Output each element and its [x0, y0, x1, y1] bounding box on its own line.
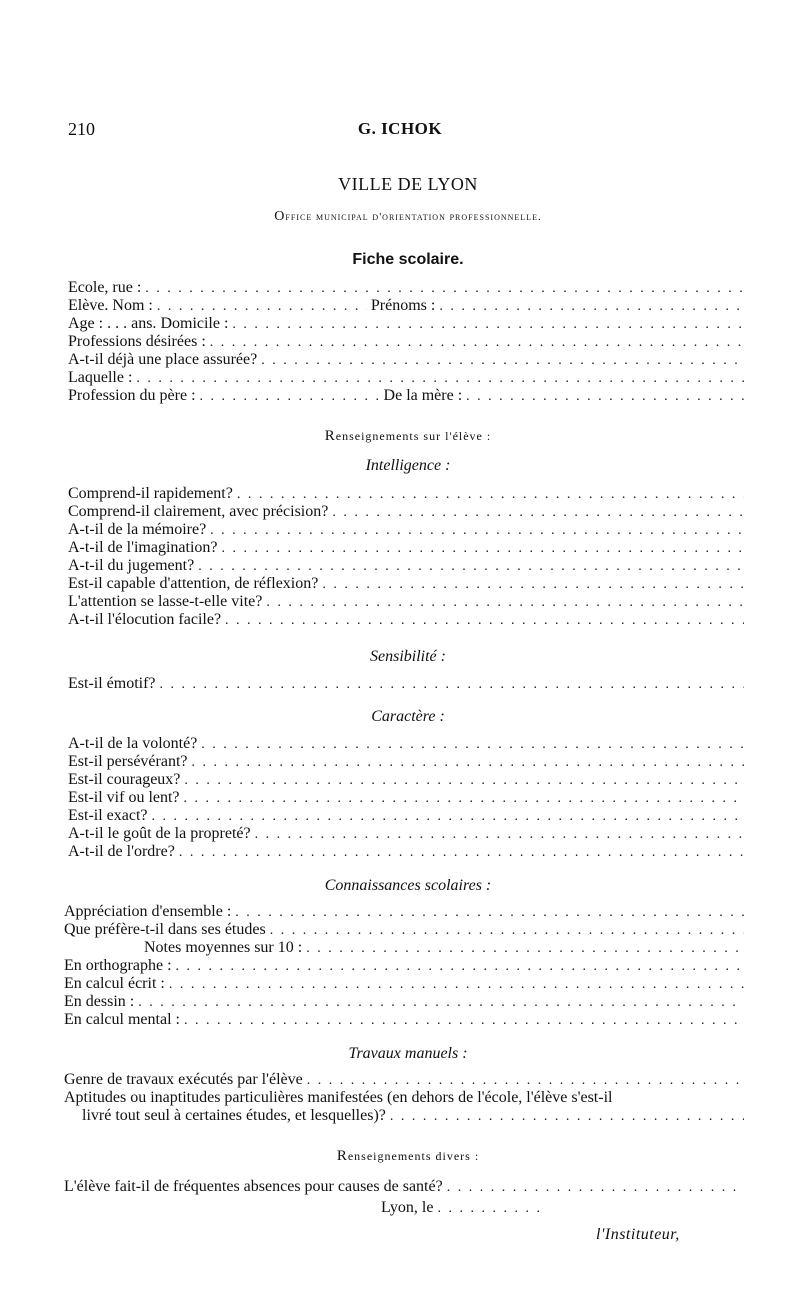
section-heading-eleve	[0, 428, 800, 445]
field-label: A-t-il déjà une place assurée?	[68, 351, 258, 368]
question-label: En calcul mental :	[64, 1011, 180, 1028]
question-line	[68, 807, 744, 825]
subheading-travaux: Travaux manuels :	[348, 1045, 468, 1062]
dotted-leader	[138, 994, 744, 1011]
field-label: Professions désirées :	[68, 333, 206, 350]
question-label: En calcul écrit :	[64, 975, 165, 992]
dotted-leader	[225, 612, 744, 629]
field-label-mere: De la mère :	[383, 387, 463, 404]
question-line	[68, 789, 744, 807]
field-label: Elève. Nom :	[68, 297, 153, 314]
signature-instituteur: l'Instituteur,	[596, 1226, 680, 1243]
dotted-leader	[437, 1200, 540, 1217]
field-age-domicile	[68, 315, 744, 333]
field-label: Profession du père :	[68, 387, 196, 404]
field-eleve-nom	[68, 297, 744, 315]
question-line	[64, 1071, 744, 1089]
field-label: Ecole, rue :	[68, 279, 142, 296]
question-label: livré tout seul à certaines études, et lesquelles)?	[82, 1107, 386, 1124]
dotted-leader	[198, 558, 744, 575]
dotted-leader	[307, 1072, 744, 1089]
question-label: Que préfère-t-il dans ses études	[64, 921, 266, 938]
question-label: A-t-il de l'ordre?	[68, 843, 175, 860]
question-line	[82, 1107, 744, 1125]
dotted-leader	[235, 904, 744, 921]
dotted-leader	[157, 298, 367, 315]
question-label: A-t-il de l'imagination?	[68, 539, 218, 556]
question-line	[68, 675, 744, 693]
dotted-leader	[222, 540, 744, 557]
dotted-leader	[201, 736, 744, 753]
section-initial: R	[324, 428, 336, 444]
question-line	[68, 593, 744, 611]
question-label: L'élève fait-il de fréquentes absences pour causes de santé?	[64, 1178, 443, 1195]
dotted-leader	[390, 1108, 744, 1125]
field-professions	[68, 333, 744, 351]
question-line	[68, 485, 744, 503]
question-line	[64, 921, 744, 939]
question-label: En dessin :	[64, 993, 135, 1010]
question-line	[68, 843, 744, 861]
question-line	[68, 503, 744, 521]
question-label: Appréciation d'ensemble :	[64, 903, 232, 920]
question-label: Est-il persévérant?	[68, 753, 188, 770]
dotted-leader	[255, 826, 744, 843]
question-label: Genre de travaux exécutés par l'élève	[64, 1071, 303, 1088]
question-line	[144, 939, 744, 957]
field-label-age: Age : . . . ans.	[68, 315, 157, 332]
subheading-caractere: Caractère :	[371, 708, 445, 725]
question-label: Notes moyennes sur 10 :	[144, 939, 303, 956]
question-line	[64, 975, 744, 993]
page-number: 210	[68, 119, 95, 139]
field-label-domicile: Domicile :	[160, 315, 229, 332]
dotted-leader	[322, 576, 744, 593]
dotted-leader	[179, 844, 744, 861]
question-label: A-t-il du jugement?	[68, 557, 195, 574]
field-label-prenoms: Prénoms :	[370, 297, 436, 314]
question-line	[68, 575, 744, 593]
fiche-title: Fiche scolaire.	[352, 251, 464, 268]
question-label: Est-il courageux?	[68, 771, 181, 788]
dotted-leader	[210, 522, 744, 539]
dotted-leader	[152, 808, 744, 825]
question-line	[64, 903, 744, 921]
dotted-leader	[232, 316, 744, 333]
question-label: Est-il capable d'attention, de réflexion?	[68, 575, 319, 592]
field-profession-parents	[68, 387, 744, 405]
office-rest: ffice municipal d'orientation professionnelle.	[285, 211, 542, 223]
dotted-leader	[306, 940, 744, 957]
question-label: Comprend-il clairement, avec précision?	[68, 503, 329, 520]
dotted-leader	[447, 1179, 744, 1196]
dotted-leader	[169, 976, 744, 993]
office-initial: O	[274, 209, 286, 224]
question-label: Est-il émotif?	[68, 675, 156, 692]
dotted-leader	[261, 352, 744, 369]
dotted-leader	[192, 754, 745, 771]
dotted-leader	[160, 676, 744, 693]
section-rest: enseignements sur l'élève :	[335, 429, 492, 443]
question-line	[68, 521, 744, 539]
question-line	[68, 753, 744, 771]
question-label: A-t-il l'élocution facile?	[68, 611, 222, 628]
question-line	[64, 993, 744, 1011]
subheading-sensibilite: Sensibilité :	[370, 648, 446, 665]
dotted-leader	[266, 594, 744, 611]
question-line	[64, 957, 744, 975]
question-label: A-t-il de la mémoire?	[68, 521, 207, 538]
running-header-author: G. ICHOK	[357, 119, 443, 138]
date-line	[381, 1199, 540, 1217]
dotted-leader	[184, 1012, 744, 1029]
question-line	[68, 539, 744, 557]
date-label: Lyon, le	[381, 1199, 434, 1216]
dotted-leader	[184, 772, 744, 789]
dotted-leader	[176, 958, 744, 975]
dotted-leader	[136, 370, 744, 387]
question-label: Est-il vif ou lent?	[68, 789, 180, 806]
dotted-leader	[145, 280, 744, 297]
dotted-leader	[332, 504, 744, 521]
dotted-leader	[466, 388, 744, 405]
field-ecole	[68, 279, 744, 297]
office-subtitle	[0, 209, 800, 225]
dotted-leader	[270, 922, 744, 939]
field-laquelle	[68, 369, 744, 387]
question-label: A-t-il de la volonté?	[68, 735, 198, 752]
question-line	[68, 771, 744, 789]
subheading-connaissances: Connaissances scolaires :	[324, 877, 492, 894]
question-label: L'attention se lasse-t-elle vite?	[68, 593, 263, 610]
field-place	[68, 351, 744, 369]
question-line	[68, 825, 744, 843]
question-label: Comprend-il rapidement?	[68, 485, 233, 502]
subheading-intelligence: Intelligence :	[365, 457, 451, 474]
question-line	[64, 1178, 744, 1196]
question-line	[64, 1011, 744, 1029]
section-rest: enseignements divers :	[347, 1149, 480, 1163]
question-label: En orthographe :	[64, 957, 172, 974]
dotted-leader	[210, 334, 744, 351]
question-label: Est-il exact?	[68, 807, 148, 824]
question-line	[68, 557, 744, 575]
dotted-leader	[439, 298, 744, 315]
document-title: VILLE DE LYON	[338, 174, 478, 194]
dotted-leader	[237, 486, 744, 503]
field-label: Laquelle :	[68, 369, 133, 386]
dotted-leader	[200, 388, 380, 405]
question-aptitudes-line1: Aptitudes ou inaptitudes particulières manifestées (en dehors de l'école, l'élève s'est-il	[64, 1089, 613, 1106]
question-label: A-t-il le goût de la propreté?	[68, 825, 251, 842]
section-initial: R	[336, 1148, 348, 1164]
dotted-leader	[184, 790, 744, 807]
question-line	[68, 735, 744, 753]
section-heading-divers	[0, 1148, 800, 1165]
question-line	[68, 611, 744, 629]
